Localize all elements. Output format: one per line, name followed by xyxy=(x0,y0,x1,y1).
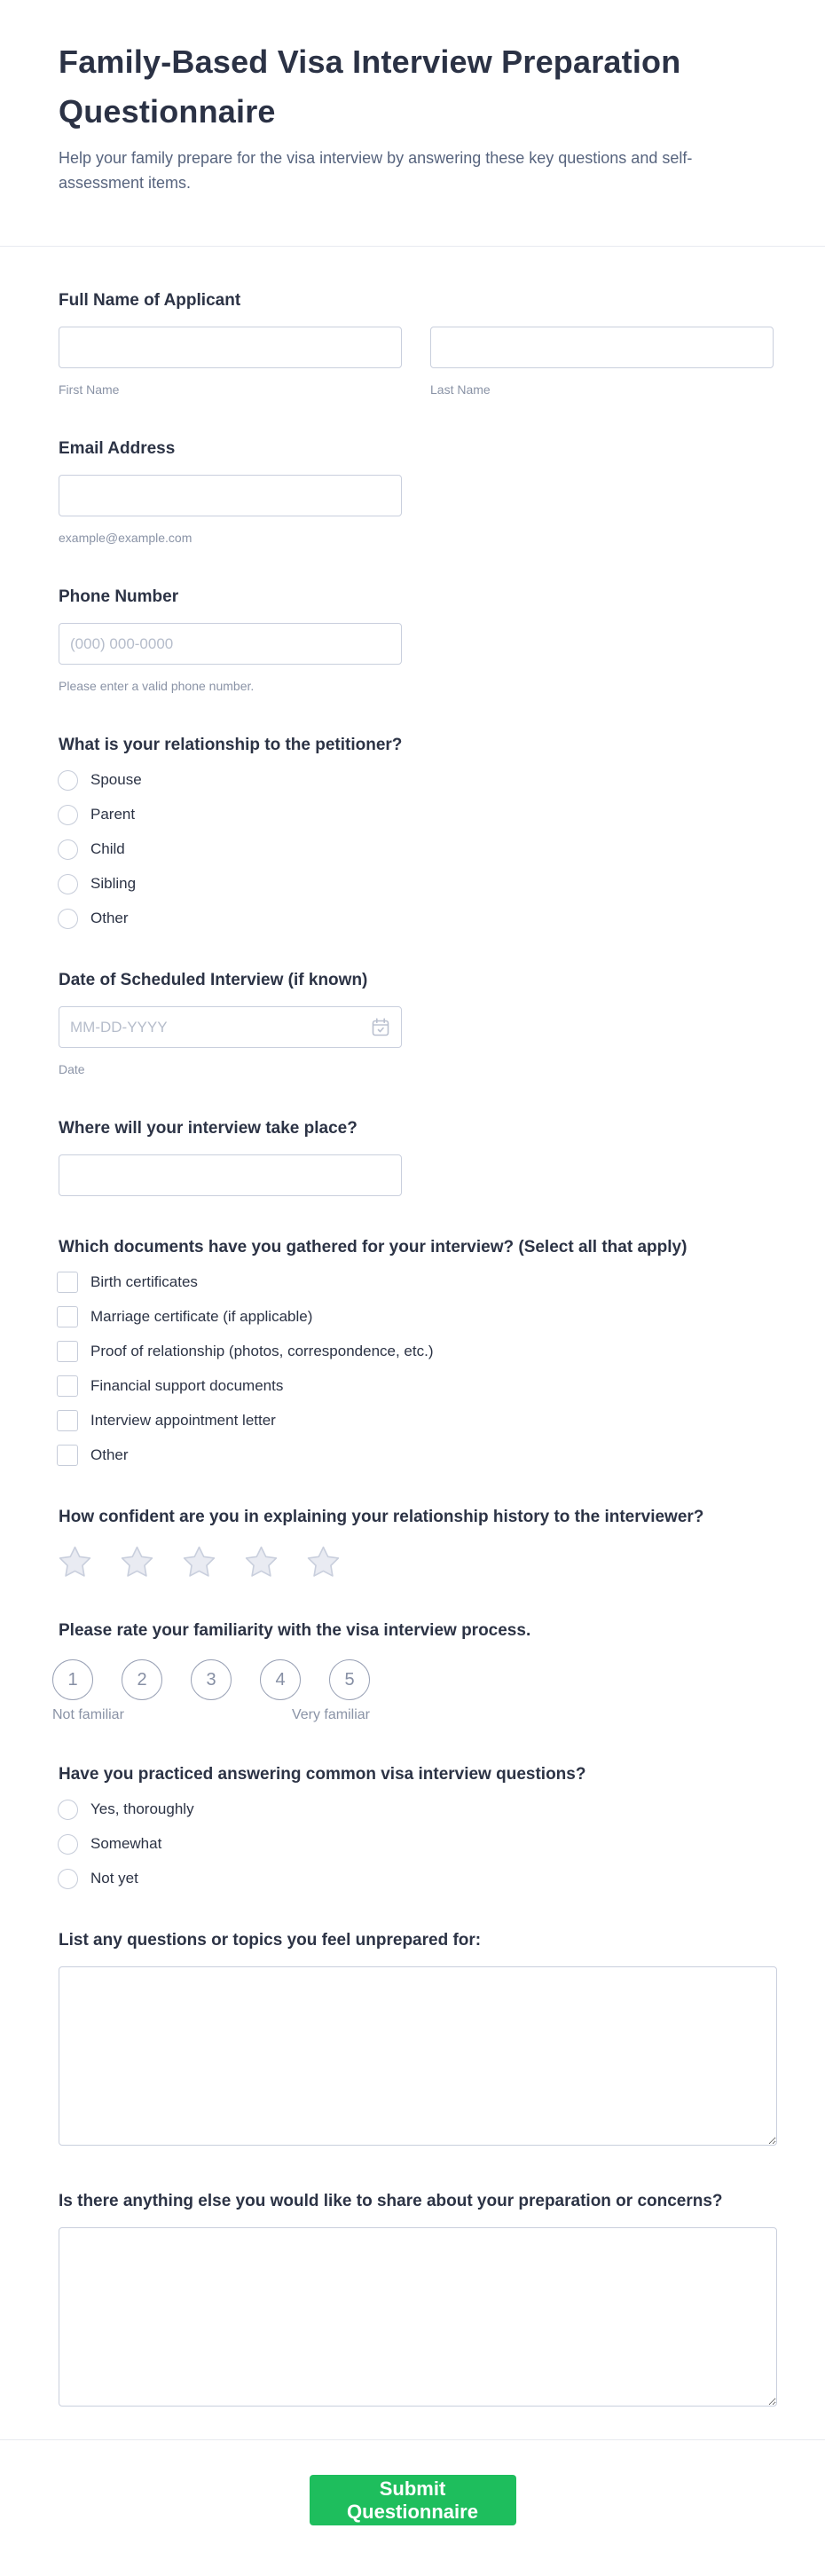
star-icon[interactable] xyxy=(306,1545,341,1579)
form-footer xyxy=(0,2439,825,2525)
star-icon[interactable] xyxy=(244,1545,279,1579)
checkbox-icon[interactable] xyxy=(57,1272,78,1293)
checkbox-option-birth-certificates[interactable] xyxy=(59,1272,777,1293)
checkbox-icon[interactable] xyxy=(57,1375,78,1397)
first-name-sublabel: First Name xyxy=(59,382,120,397)
email-sublabel: example@example.com xyxy=(59,531,192,545)
star-icon[interactable] xyxy=(58,1545,92,1579)
radio-label: Yes, thoroughly xyxy=(90,1800,194,1817)
relationship-options xyxy=(59,769,777,929)
radio-option-child[interactable] xyxy=(59,839,777,860)
radio-icon[interactable] xyxy=(58,874,78,894)
submit-button[interactable]: Submit Questionnaire xyxy=(310,2475,516,2525)
field-familiarity-scale xyxy=(52,1620,777,1723)
radio-option-other[interactable] xyxy=(59,908,777,929)
relationship-label: What is your relationship to the petitioner? xyxy=(59,736,403,754)
phone-input[interactable] xyxy=(59,623,402,665)
checkbox-option-appointment-letter[interactable] xyxy=(59,1410,777,1431)
checkbox-icon[interactable] xyxy=(57,1306,78,1327)
scale-option-4[interactable]: 4 xyxy=(260,1659,301,1700)
radio-option-spouse[interactable] xyxy=(59,769,777,791)
scale-min-label: Not familiar xyxy=(52,1707,124,1722)
familiarity-label: Please rate your familiarity with the visa interview process. xyxy=(59,1621,531,1640)
anything-else-label: Is there anything else you would like to share about your preparation or concerns? xyxy=(59,2192,723,2210)
radio-icon[interactable] xyxy=(58,1800,78,1820)
last-name-sublabel: Last Name xyxy=(430,382,491,397)
radio-icon[interactable] xyxy=(58,1834,78,1855)
form-body xyxy=(0,247,825,2411)
date-input[interactable] xyxy=(59,1006,402,1048)
practiced-label: Have you practiced answering common visa interview questions? xyxy=(59,1765,586,1784)
documents-label: Which documents have you gathered for your interview? (Select all that apply) xyxy=(59,1238,688,1256)
field-relationship xyxy=(59,735,777,929)
field-confidence-rating xyxy=(59,1507,777,1579)
radio-option-not-yet[interactable] xyxy=(59,1868,777,1889)
checkbox-label: Marriage certificate (if applicable) xyxy=(90,1308,313,1325)
checkbox-option-marriage-certificate[interactable] xyxy=(59,1306,777,1327)
phone-sublabel: Please enter a valid phone number. xyxy=(59,679,255,693)
field-email xyxy=(59,438,777,546)
page-title: Family-Based Visa Interview Preparation Questionnaire xyxy=(59,43,681,130)
confidence-label: How confident are you in explaining your relationship history to the interviewer? xyxy=(59,1508,704,1526)
star-icon[interactable] xyxy=(182,1545,216,1579)
field-documents xyxy=(59,1237,777,1466)
radio-option-sibling[interactable] xyxy=(59,873,777,894)
unprepared-textarea[interactable] xyxy=(59,1966,777,2146)
place-input[interactable] xyxy=(59,1154,402,1196)
radio-option-parent[interactable] xyxy=(59,804,777,825)
field-phone xyxy=(59,587,777,694)
checkbox-label: Interview appointment letter xyxy=(90,1412,276,1429)
first-name-input[interactable] xyxy=(59,327,402,368)
practiced-options xyxy=(59,1799,777,1889)
familiarity-scale xyxy=(52,1659,777,1700)
field-interview-date xyxy=(59,970,777,1077)
radio-label: Not yet xyxy=(90,1870,138,1887)
scale-option-2[interactable]: 2 xyxy=(122,1659,162,1700)
radio-label: Spouse xyxy=(90,771,142,788)
radio-option-somewhat[interactable] xyxy=(59,1833,777,1855)
radio-icon[interactable] xyxy=(58,839,78,860)
radio-icon[interactable] xyxy=(58,805,78,825)
checkbox-icon[interactable] xyxy=(57,1445,78,1466)
checkbox-label: Proof of relationship (photos, correspondence, etc.) xyxy=(90,1343,434,1359)
radio-label: Somewhat xyxy=(90,1835,162,1852)
date-sublabel: Date xyxy=(59,1062,85,1076)
checkbox-icon[interactable] xyxy=(57,1341,78,1362)
checkbox-option-proof-of-relationship[interactable] xyxy=(59,1341,777,1362)
radio-icon[interactable] xyxy=(58,909,78,929)
checkbox-icon[interactable] xyxy=(57,1410,78,1431)
scale-endpoint-labels xyxy=(52,1707,370,1723)
form-header xyxy=(0,0,825,247)
radio-label: Parent xyxy=(90,806,136,823)
field-interview-place xyxy=(59,1118,777,1196)
checkbox-label: Birth certificates xyxy=(90,1273,198,1290)
field-unprepared-topics xyxy=(59,1930,777,2150)
scale-max-label: Very familiar xyxy=(291,1707,370,1722)
radio-icon[interactable] xyxy=(58,1869,78,1889)
checkbox-option-financial-support[interactable] xyxy=(59,1375,777,1397)
last-name-input[interactable] xyxy=(430,327,774,368)
field-full-name xyxy=(59,290,777,398)
radio-label: Other xyxy=(90,910,129,926)
full-name-label: Full Name of Applicant xyxy=(59,291,241,310)
phone-label: Phone Number xyxy=(59,587,179,606)
unprepared-label: List any questions or topics you feel unprepared for: xyxy=(59,1931,482,1950)
star-icon[interactable] xyxy=(120,1545,154,1579)
checkbox-option-other[interactable] xyxy=(59,1445,777,1466)
radio-option-yes-thoroughly[interactable] xyxy=(59,1799,777,1820)
page-subtitle: Help your family prepare for the visa interview by answering these key questions and self-assessment items. xyxy=(59,149,693,192)
star-rating xyxy=(58,1545,777,1579)
field-anything-else xyxy=(59,2191,777,2411)
place-label: Where will your interview take place? xyxy=(59,1119,358,1138)
scale-option-5[interactable]: 5 xyxy=(329,1659,370,1700)
checkbox-label: Financial support documents xyxy=(90,1377,284,1394)
email-label: Email Address xyxy=(59,439,176,458)
radio-label: Sibling xyxy=(90,875,137,892)
anything-else-textarea[interactable] xyxy=(59,2227,777,2407)
radio-label: Child xyxy=(90,840,125,857)
radio-icon[interactable] xyxy=(58,770,78,791)
scale-option-3[interactable]: 3 xyxy=(191,1659,232,1700)
documents-options xyxy=(59,1272,777,1466)
scale-option-1[interactable]: 1 xyxy=(52,1659,93,1700)
checkbox-label: Other xyxy=(90,1446,129,1463)
date-label: Date of Scheduled Interview (if known) xyxy=(59,971,368,989)
field-practiced xyxy=(59,1764,777,1889)
email-field[interactable] xyxy=(59,475,402,516)
